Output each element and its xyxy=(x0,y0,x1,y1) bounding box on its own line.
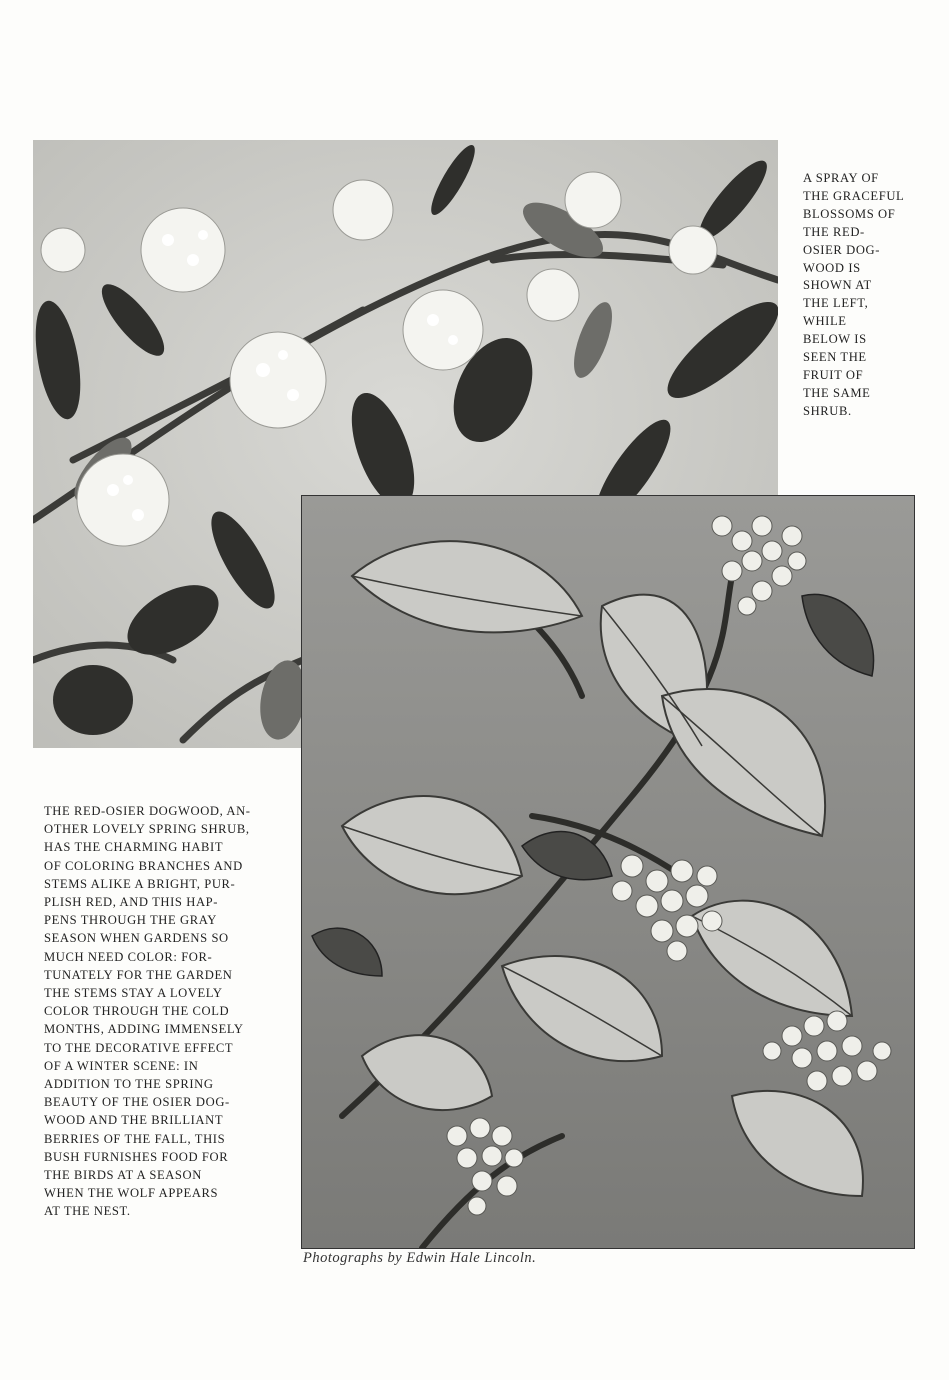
caption-top-line: WHILE xyxy=(803,314,847,329)
body-text-line: SEASON WHEN GARDENS SO xyxy=(44,931,229,946)
body-text-line: MUCH NEED COLOR: FOR- xyxy=(44,949,213,964)
body-text-line: MONTHS, ADDING IMMENSELY xyxy=(44,1022,244,1037)
caption-top-line: OSIER DOG- xyxy=(803,242,881,257)
body-text-line: COLOR THROUGH THE COLD xyxy=(44,1004,230,1019)
body-text-line: WOOD AND THE BRILLIANT xyxy=(44,1113,224,1128)
body-text-line: AT THE NEST. xyxy=(44,1204,131,1219)
caption-top-line: BELOW IS xyxy=(803,332,867,347)
body-text-line: STEMS ALIKE A BRIGHT, PUR- xyxy=(44,876,236,891)
caption-top-line: THE SAME xyxy=(803,385,871,400)
caption-top-line: WOOD IS xyxy=(803,260,861,275)
body-text-line: THE BIRDS AT A SEASON xyxy=(44,1168,202,1183)
body-text-line: ADDITION TO THE SPRING xyxy=(44,1077,214,1092)
body-text-line: THE STEMS STAY A LOVELY xyxy=(44,986,223,1001)
caption-top-line: SHRUB. xyxy=(803,403,852,418)
caption-top-line: THE LEFT, xyxy=(803,296,869,311)
body-text-line: WHEN THE WOLF APPEARS xyxy=(44,1186,219,1201)
caption-top-line: A SPRAY OF xyxy=(803,171,879,185)
berries-illustration xyxy=(302,496,914,1248)
photo-credit: Photographs by Edwin Hale Lincoln. xyxy=(303,1250,537,1266)
caption-top-line: BLOSSOMS OF xyxy=(803,206,896,221)
body-text-line: PENS THROUGH THE GRAY xyxy=(44,913,217,928)
body-text-line: TO THE DECORATIVE EFFECT xyxy=(44,1040,234,1055)
caption-top-line: SHOWN AT xyxy=(803,278,872,293)
body-text-line: THE RED-OSIER DOGWOOD, AN- xyxy=(44,804,251,818)
body-text xyxy=(44,802,289,1221)
body-text-line: PLISH RED, AND THIS HAP- xyxy=(44,895,219,910)
body-text-line: OF A WINTER SCENE: IN xyxy=(44,1058,199,1073)
caption-top-line: THE RED- xyxy=(803,224,865,239)
body-text-line: BUSH FURNISHES FOOD FOR xyxy=(44,1149,229,1164)
caption-top-line: THE GRACEFUL xyxy=(803,188,905,203)
body-text-line: BEAUTY OF THE OSIER DOG- xyxy=(44,1095,230,1110)
body-text-line: HAS THE CHARMING HABIT xyxy=(44,840,224,855)
body-text-line: OF COLORING BRANCHES AND xyxy=(44,858,243,873)
photo-dogwood-berries xyxy=(301,495,915,1249)
caption-top-line: SEEN THE xyxy=(803,350,867,365)
body-text-line: BERRIES OF THE FALL, THIS xyxy=(44,1131,226,1146)
body-text-line: TUNATELY FOR THE GARDEN xyxy=(44,967,233,982)
caption-blossoms xyxy=(803,170,943,421)
body-text-line: OTHER LOVELY SPRING SHRUB, xyxy=(44,822,250,837)
caption-top-line: FRUIT OF xyxy=(803,367,864,382)
